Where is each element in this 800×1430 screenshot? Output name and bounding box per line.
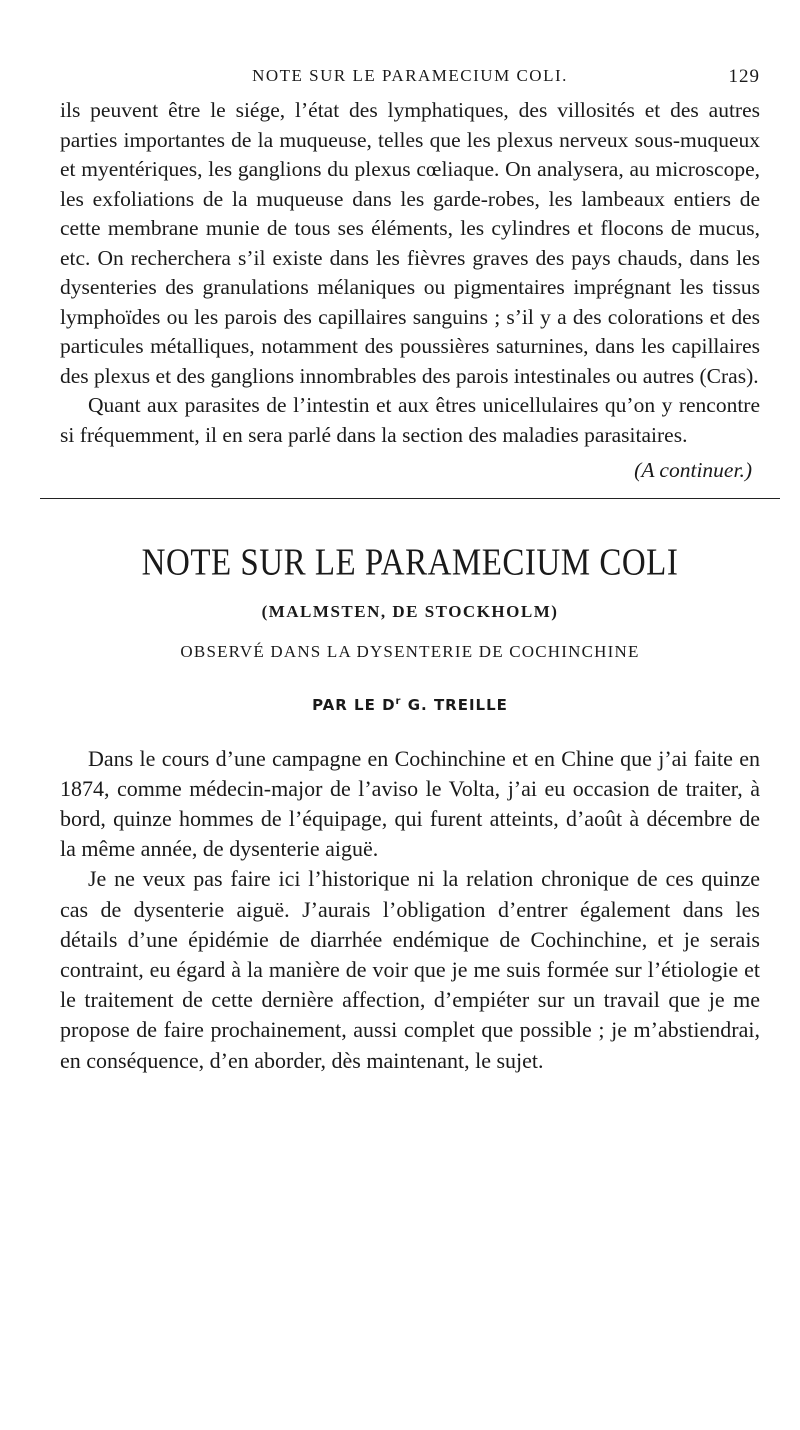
author-title-sup: r xyxy=(395,695,402,707)
continuation-note xyxy=(60,456,752,486)
article-subtitle-context: OBSERVÉ DANS LA DYSENTERIE DE COCHINCHINE xyxy=(180,641,640,661)
article-title: NOTE SUR LE PARAMECIUM COLI xyxy=(141,541,679,584)
article-subtitle-attribution: (MALMSTEN, DE STOCKHOLM) xyxy=(261,601,559,621)
running-title: NOTE SUR LE PARAMECIUM COLI. xyxy=(252,66,568,85)
paragraph: Dans le cours d’une campagne en Cochinchine et en Chine que j’ai faite en 1874, comme médecin-major de l’aviso le Volta, j’ai eu occasion de traiter, à bord, quinze hommes de l’équipage, qui furent atteints, d’août à décembre de la même année, de dysenterie aiguë. xyxy=(60,745,760,862)
continuation-text: (A continuer.) xyxy=(634,458,752,482)
previous-article-text xyxy=(60,96,760,486)
paragraph: Quant aux parasites de l’intestin et aux êtres unicellulaires qu’on y rencontre si fréquemment, il en sera parlé dans la section des maladies parasitaires. xyxy=(60,393,760,447)
section-divider xyxy=(40,498,780,499)
article-author xyxy=(60,696,760,714)
running-head xyxy=(60,66,760,96)
article-body xyxy=(60,744,760,1076)
paragraph: ils peuvent être le siége, l’état des lymphatiques, des villosités et des autres parties importantes de la muqueuse, telles que les plexus nerveux sous-muqueux et myentériques, les ganglions du plexus cœliaque. On analysera, au microscope, les exfoliations de la muqueuse dans les garde-robes, les lambeaux entiers de cette membrane munie de tous ses éléments, les cylindres et flocons de mucus, etc. On recherchera s’il existe dans les fièvres graves des pays chauds, dans les dysenteries des granulations mélaniques ou pigmentaires imprégnant les tissus lymphoïdes ou les parois des capillaires sanguins ; s’il y a des colorations et des particules métalliques, notamment des poussières saturnines, dans les capillaires des plexus et des ganglions innombrables des parois intestinales ou autres (Cras). xyxy=(60,98,760,388)
page-number: 129 xyxy=(728,66,760,87)
author-prefix: PAR LE D xyxy=(312,695,396,714)
author-name: G. TREILLE xyxy=(407,695,508,714)
page xyxy=(60,66,760,1076)
paragraph: Je ne veux pas faire ici l’historique ni la relation chronique de ces quinze cas de dysenterie aiguë. J’aurais l’obligation d’entrer également dans les détails d’une épidémie de diarrhée endémique de Cochinchine, et je serais contraint, eu égard à la manière de voir que je me suis formée sur l’étiologie et le traitement de cette dernière affection, d’empiéter sur un travail que je me propose de faire prochainement, aussi complet que possible ; je m’abstiendrai, en conséquence, d’en aborder, dès maintenant, le sujet. xyxy=(60,866,760,1073)
